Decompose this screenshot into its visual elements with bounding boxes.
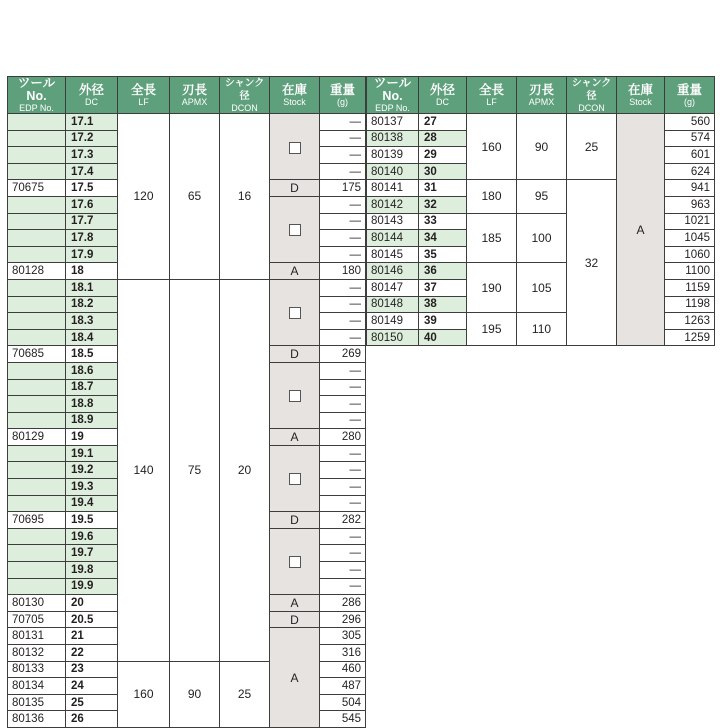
lf-cell: 140 — [118, 279, 170, 661]
tool-spec-table-left — [7, 76, 366, 728]
weight-cell: 1045 — [665, 230, 715, 247]
weight-cell: — — [320, 445, 366, 462]
dc-cell: 19.7 — [66, 545, 118, 562]
header-lf: 全長 LF — [467, 77, 517, 114]
dc-cell: 38 — [419, 296, 467, 313]
weight-cell: — — [320, 230, 366, 247]
edp-cell: 80131 — [8, 628, 66, 645]
stock-cell: D — [270, 512, 320, 529]
edp-cell: 80150 — [367, 329, 419, 346]
header-dc: 外径 DC — [66, 77, 118, 114]
apmx-cell: 65 — [170, 114, 220, 280]
dc-cell: 28 — [419, 130, 467, 147]
weight-cell: 175 — [320, 180, 366, 197]
stock-cell: D — [270, 346, 320, 363]
edp-cell — [8, 329, 66, 346]
dcon-cell: 25 — [220, 661, 270, 727]
edp-cell: 80136 — [8, 711, 66, 728]
dc-cell: 32 — [419, 196, 467, 213]
edp-cell: 80132 — [8, 645, 66, 662]
stock-empty-box — [270, 196, 320, 262]
stock-cell: D — [270, 180, 320, 197]
stock-cell: A — [270, 429, 320, 446]
weight-cell: 1198 — [665, 296, 715, 313]
dc-cell: 23 — [66, 661, 118, 678]
weight-cell: 296 — [320, 611, 366, 628]
edp-cell: 80134 — [8, 678, 66, 695]
weight-cell: 305 — [320, 628, 366, 645]
right-table-body — [367, 114, 715, 346]
edp-cell — [8, 479, 66, 496]
edp-cell — [8, 396, 66, 413]
header-dcon: シャンク径 DCON — [567, 77, 617, 114]
header-lf: 全長 LF — [118, 77, 170, 114]
weight-cell: 180 — [320, 263, 366, 280]
dcon-cell: 25 — [567, 114, 617, 180]
dc-cell: 19.8 — [66, 562, 118, 579]
header-apmx: 刃長 APMX — [517, 77, 567, 114]
dc-cell: 18.1 — [66, 279, 118, 296]
stock-cell: A — [270, 595, 320, 612]
weight-cell: — — [320, 379, 366, 396]
table-row — [367, 114, 715, 131]
edp-cell: 80141 — [367, 180, 419, 197]
edp-cell — [8, 279, 66, 296]
checkbox-icon — [289, 142, 301, 154]
dcon-cell: 20 — [220, 279, 270, 661]
edp-cell: 70695 — [8, 512, 66, 529]
dc-cell: 18 — [66, 263, 118, 280]
edp-cell: 80142 — [367, 196, 419, 213]
dc-cell: 19.9 — [66, 578, 118, 595]
weight-cell: 504 — [320, 694, 366, 711]
weight-cell: 286 — [320, 595, 366, 612]
table-row — [8, 114, 366, 131]
weight-cell: 1159 — [665, 279, 715, 296]
weight-cell: 941 — [665, 180, 715, 197]
edp-cell — [8, 196, 66, 213]
dcon-cell: 32 — [567, 180, 617, 346]
lf-cell: 195 — [467, 313, 517, 346]
weight-cell: — — [320, 147, 366, 164]
dc-cell: 26 — [66, 711, 118, 728]
checkbox-icon — [289, 307, 301, 319]
weight-cell: — — [320, 296, 366, 313]
edp-cell — [8, 230, 66, 247]
weight-cell: 601 — [665, 147, 715, 164]
edp-cell: 80146 — [367, 263, 419, 280]
apmx-cell: 75 — [170, 279, 220, 661]
weight-cell: — — [320, 462, 366, 479]
apmx-cell: 105 — [517, 263, 567, 313]
stock-cell: A — [270, 628, 320, 728]
edp-cell: 80128 — [8, 263, 66, 280]
edp-cell — [8, 379, 66, 396]
edp-cell: 70705 — [8, 611, 66, 628]
dc-cell: 18.3 — [66, 313, 118, 330]
dc-cell: 18.9 — [66, 412, 118, 429]
edp-cell: 80130 — [8, 595, 66, 612]
dc-cell: 19 — [66, 429, 118, 446]
dc-cell: 20.5 — [66, 611, 118, 628]
edp-cell — [8, 545, 66, 562]
edp-cell: 80137 — [367, 114, 419, 131]
weight-cell: — — [320, 329, 366, 346]
apmx-cell: 95 — [517, 180, 567, 213]
dc-cell: 18.2 — [66, 296, 118, 313]
edp-cell: 80144 — [367, 230, 419, 247]
apmx-cell: 100 — [517, 213, 567, 263]
weight-cell: 487 — [320, 678, 366, 695]
weight-cell: 624 — [665, 163, 715, 180]
dc-cell: 19.6 — [66, 528, 118, 545]
weight-cell: — — [320, 495, 366, 512]
stock-cell: D — [270, 611, 320, 628]
weight-cell: 1263 — [665, 313, 715, 330]
weight-cell: — — [320, 545, 366, 562]
checkbox-icon — [289, 390, 301, 402]
edp-cell — [8, 528, 66, 545]
edp-cell: 80138 — [367, 130, 419, 147]
weight-cell: — — [320, 196, 366, 213]
edp-cell: 80129 — [8, 429, 66, 446]
dc-cell: 17.2 — [66, 130, 118, 147]
dc-cell: 17.6 — [66, 196, 118, 213]
dc-cell: 36 — [419, 263, 467, 280]
dc-cell: 37 — [419, 279, 467, 296]
edp-cell — [8, 495, 66, 512]
edp-cell — [8, 412, 66, 429]
stock-cell: A — [270, 263, 320, 280]
weight-cell: — — [320, 246, 366, 263]
edp-cell — [8, 362, 66, 379]
dc-cell: 20 — [66, 595, 118, 612]
dc-cell: 18.7 — [66, 379, 118, 396]
tool-spec-table-right — [366, 76, 715, 346]
weight-cell: 280 — [320, 429, 366, 446]
edp-cell — [8, 296, 66, 313]
header-weight: 重量 (g) — [320, 77, 366, 114]
dc-cell: 19.3 — [66, 479, 118, 496]
edp-cell: 70685 — [8, 346, 66, 363]
dc-cell: 17.8 — [66, 230, 118, 247]
edp-cell — [8, 246, 66, 263]
weight-cell: — — [320, 130, 366, 147]
checkbox-icon — [289, 224, 301, 236]
dc-cell: 34 — [419, 230, 467, 247]
edp-cell: 80147 — [367, 279, 419, 296]
edp-cell — [8, 147, 66, 164]
weight-cell: — — [320, 396, 366, 413]
dc-cell: 24 — [66, 678, 118, 695]
edp-cell: 80133 — [8, 661, 66, 678]
lf-cell: 190 — [467, 263, 517, 313]
weight-cell: — — [320, 163, 366, 180]
dc-cell: 17.1 — [66, 114, 118, 131]
dc-cell: 19.1 — [66, 445, 118, 462]
dc-cell: 35 — [419, 246, 467, 263]
header-apmx: 刃長 APMX — [170, 77, 220, 114]
dc-cell: 30 — [419, 163, 467, 180]
lf-cell: 180 — [467, 180, 517, 213]
weight-cell: — — [320, 279, 366, 296]
weight-cell: — — [320, 362, 366, 379]
edp-cell — [8, 130, 66, 147]
edp-cell — [8, 114, 66, 131]
weight-cell: 316 — [320, 645, 366, 662]
lf-cell: 185 — [467, 213, 517, 263]
edp-cell — [8, 462, 66, 479]
weight-cell: 545 — [320, 711, 366, 728]
stock-empty-box — [270, 279, 320, 345]
header-stock: 在庫 Stock — [270, 77, 320, 114]
dc-cell: 18.6 — [66, 362, 118, 379]
weight-cell: 1060 — [665, 246, 715, 263]
dc-cell: 17.9 — [66, 246, 118, 263]
weight-cell: 460 — [320, 661, 366, 678]
header-stock: 在庫 Stock — [617, 77, 665, 114]
weight-cell: — — [320, 412, 366, 429]
dc-cell: 18.5 — [66, 346, 118, 363]
left-table-body — [8, 114, 366, 728]
weight-cell: 1100 — [665, 263, 715, 280]
weight-cell: — — [320, 479, 366, 496]
edp-cell: 80149 — [367, 313, 419, 330]
dc-cell: 17.4 — [66, 163, 118, 180]
edp-cell — [8, 445, 66, 462]
dc-cell: 17.3 — [66, 147, 118, 164]
weight-cell: 560 — [665, 114, 715, 131]
lf-cell: 160 — [467, 114, 517, 180]
stock-empty-box — [270, 114, 320, 180]
checkbox-icon — [289, 556, 301, 568]
weight-cell: — — [320, 213, 366, 230]
stock-empty-box — [270, 445, 320, 511]
edp-cell: 80140 — [367, 163, 419, 180]
weight-cell: 574 — [665, 130, 715, 147]
dc-cell: 22 — [66, 645, 118, 662]
dc-cell: 18.4 — [66, 329, 118, 346]
stock-empty-box — [270, 362, 320, 428]
weight-cell: 1259 — [665, 329, 715, 346]
edp-cell: 80135 — [8, 694, 66, 711]
header-edp: ツール No. EDP No. — [8, 77, 66, 114]
stock-empty-box — [270, 528, 320, 594]
header-dc: 外径 DC — [419, 77, 467, 114]
dc-cell: 21 — [66, 628, 118, 645]
dc-cell: 19.4 — [66, 495, 118, 512]
apmx-cell: 90 — [517, 114, 567, 180]
weight-cell: 1021 — [665, 213, 715, 230]
dc-cell: 19.2 — [66, 462, 118, 479]
edp-cell: 80145 — [367, 246, 419, 263]
dc-cell: 19.5 — [66, 512, 118, 529]
apmx-cell: 90 — [170, 661, 220, 727]
header-edp: ツール No. EDP No. — [367, 77, 419, 114]
edp-cell: 80148 — [367, 296, 419, 313]
dc-cell: 17.7 — [66, 213, 118, 230]
edp-cell: 70675 — [8, 180, 66, 197]
dc-cell: 18.8 — [66, 396, 118, 413]
weight-cell: — — [320, 578, 366, 595]
dc-cell: 31 — [419, 180, 467, 197]
edp-cell — [8, 578, 66, 595]
weight-cell: 269 — [320, 346, 366, 363]
weight-cell: — — [320, 313, 366, 330]
weight-cell: — — [320, 114, 366, 131]
dc-cell: 27 — [419, 114, 467, 131]
lf-cell: 160 — [118, 661, 170, 727]
edp-cell — [8, 163, 66, 180]
apmx-cell: 110 — [517, 313, 567, 346]
checkbox-icon — [289, 473, 301, 485]
dc-cell: 17.5 — [66, 180, 118, 197]
lf-cell: 120 — [118, 114, 170, 280]
dc-cell: 29 — [419, 147, 467, 164]
stock-cell: A — [617, 114, 665, 346]
edp-cell — [8, 313, 66, 330]
edp-cell: 80139 — [367, 147, 419, 164]
dcon-cell: 16 — [220, 114, 270, 280]
weight-cell: — — [320, 528, 366, 545]
header-dcon: シャンク径 DCON — [220, 77, 270, 114]
table-row — [8, 279, 366, 296]
edp-cell: 80143 — [367, 213, 419, 230]
header-weight: 重量 (g) — [665, 77, 715, 114]
edp-cell — [8, 562, 66, 579]
weight-cell: — — [320, 562, 366, 579]
dc-cell: 40 — [419, 329, 467, 346]
weight-cell: 963 — [665, 196, 715, 213]
weight-cell: 282 — [320, 512, 366, 529]
edp-cell — [8, 213, 66, 230]
dc-cell: 25 — [66, 694, 118, 711]
dc-cell: 33 — [419, 213, 467, 230]
dc-cell: 39 — [419, 313, 467, 330]
